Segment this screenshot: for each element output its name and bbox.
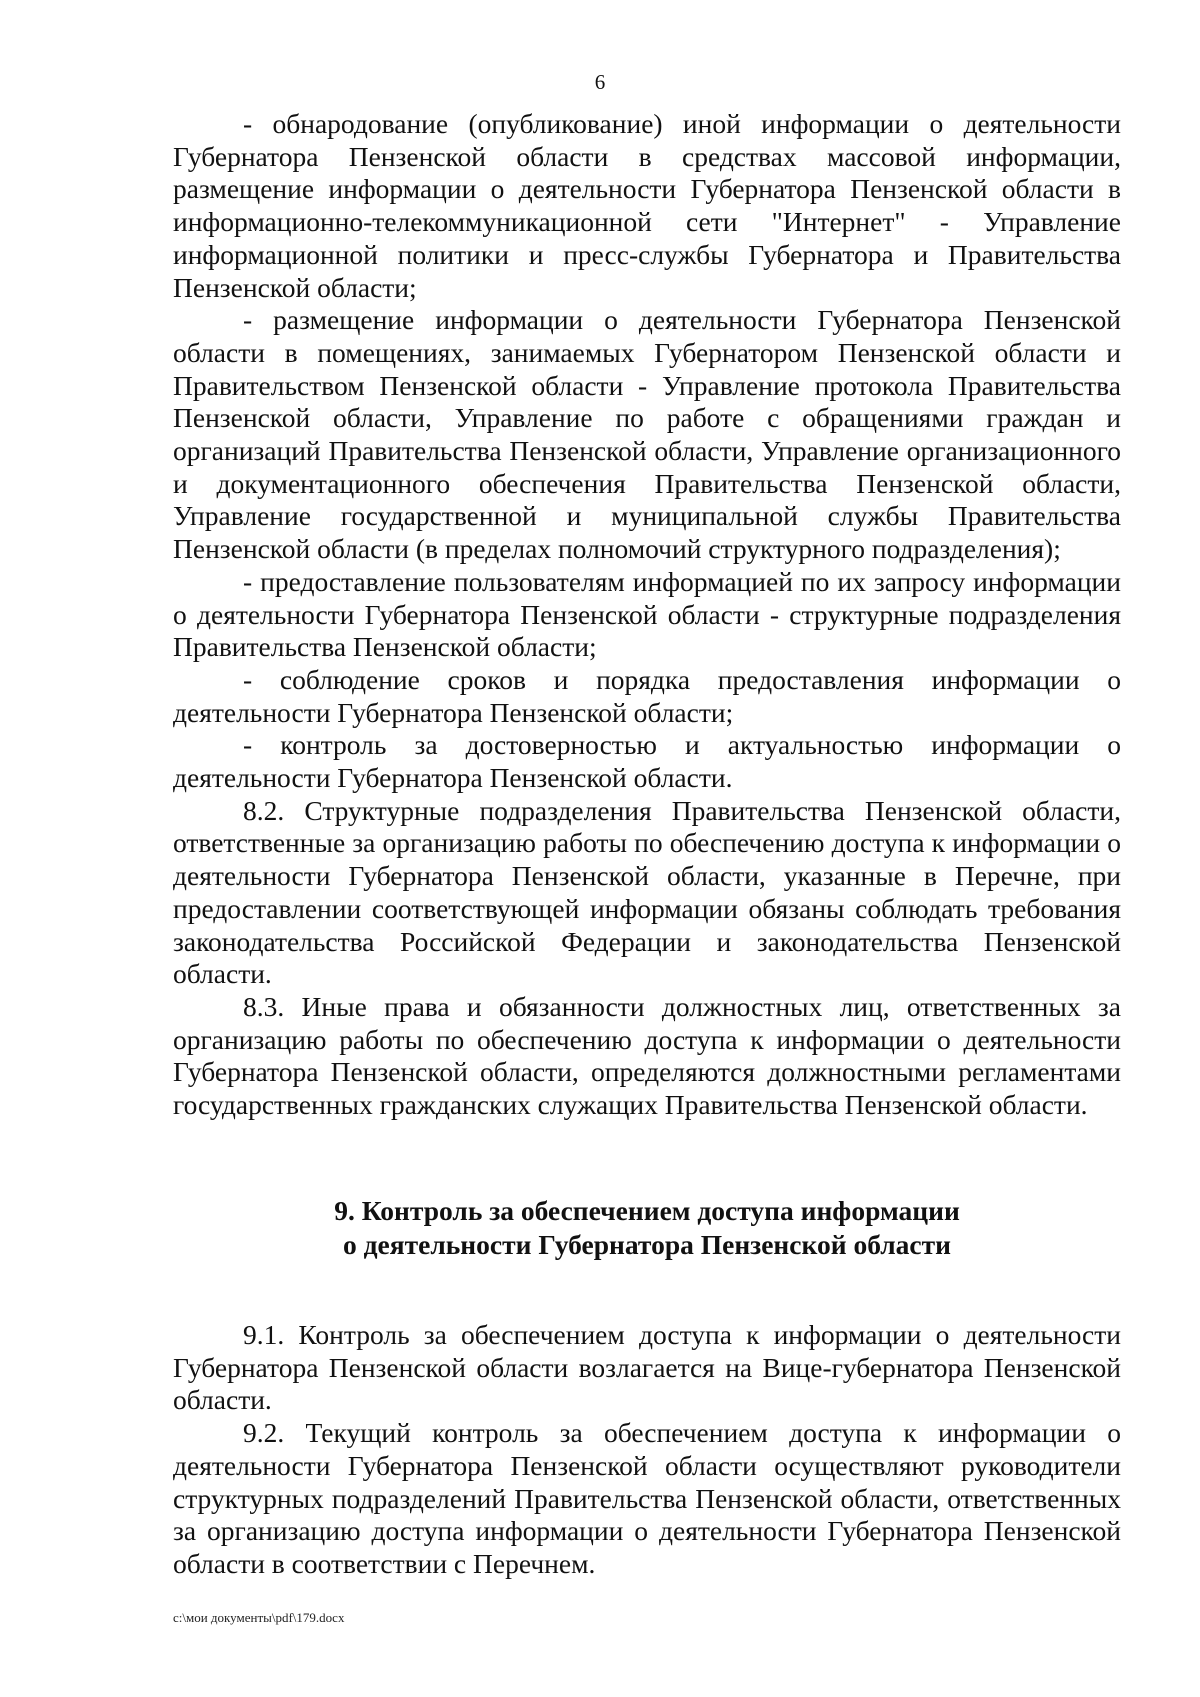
- paragraph-8-2: 8.2. Структурные подразделения Правительства Пензенской области, ответственные за организацию работы по обеспечению доступа к информации о деятельности Губернатора Пензенской области, указанные в Перечне, при предоставлении соответствующей информации обязаны соблюдать требования законодательства Российской Федерации и законодательства Пензенской области.: [173, 794, 1121, 990]
- footer-file-path: c:\мои документы\pdf\179.docx: [173, 1610, 345, 1625]
- paragraph-deadlines: - соблюдение сроков и порядка предоставления информации о деятельности Губернатора Пензенской области;: [173, 663, 1121, 728]
- page-number: 6: [594, 70, 606, 94]
- paragraph-9-2: 9.2. Текущий контроль за обеспечением доступа к информации о деятельности Губернатора Пензенской области осуществляют руководители структурных подразделений Правительства Пензенской области, ответственных за организацию доступа информации о деятельности Губернатора Пензенской области в соответствии с Перечнем.: [173, 1417, 1121, 1579]
- section-8-body: [173, 108, 1121, 1122]
- paragraph-8-3: 8.3. Иные права и обязанности должностных лиц, ответственных за организацию работы по обеспечению доступа к информации о деятельности Губернатора Пензенской области, определяются должностными регламентами государственных гражданских служащих Правительства Пензенской области.: [173, 990, 1121, 1121]
- heading-line-2: о деятельности Губернатора Пензенской области: [342, 1229, 951, 1260]
- paragraph-9-1: 9.1. Контроль за обеспечением доступа к информации о деятельности Губернатора Пензенской области возлагается на Вице-губернатора Пензенской области.: [173, 1319, 1121, 1416]
- paragraph-placement: - размещение информации о деятельности Губернатора Пензенской области в помещениях, занимаемых Губернатором Пензенской области и Правительством Пензенской области - Управление протокола Правительства Пензенской области, Управление по работе с обращениями граждан и организаций Правительства Пензенской области, Управление организационного и документационного обеспечения Правительства Пензенской области, Управление государственной и муниципальной службы Правительства Пензенской области (в пределах полномочий структурного подразделения);: [173, 304, 1121, 565]
- heading-line-1: 9. Контроль за обеспечением доступа информации: [334, 1195, 960, 1226]
- paragraph-provision: - предоставление пользователям информацией по их запросу информации о деятельности Губернатора Пензенской области - структурные подразделения Правительства Пензенской области;: [173, 565, 1121, 663]
- paragraph-control: - контроль за достоверностью и актуальностью информации о деятельности Губернатора Пензенской области.: [173, 729, 1121, 794]
- section-9-heading: [173, 1194, 1121, 1262]
- section-9-body: [173, 1319, 1121, 1581]
- paragraph-publication: - обнародование (опубликование) иной информации о деятельности Губернатора Пензенской области в средствах массовой информации, размещение информации о деятельности Губернатора Пензенской области в информационно-телекоммуникационной сети "Интернет" - Управление информационной политики и пресс-службы Губернатора и Правительства Пензенской области;: [173, 108, 1121, 303]
